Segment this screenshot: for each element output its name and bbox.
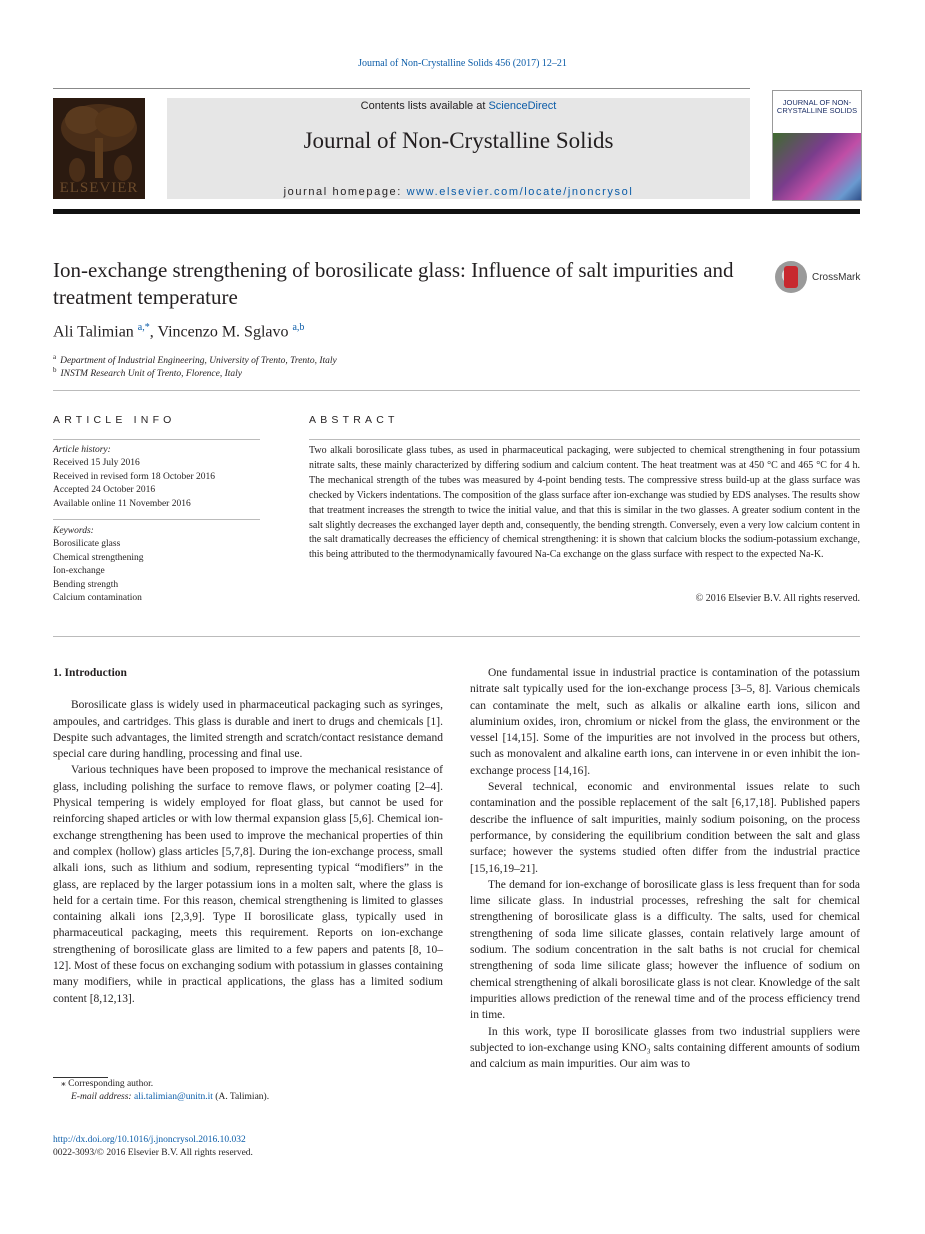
keywords <box>53 525 260 605</box>
keyword: Chemical strengthening <box>53 552 144 563</box>
abstract-heading: ABSTRACT <box>309 414 399 426</box>
history-item: Received 15 July 2016 <box>53 458 140 469</box>
history-label: Article history: <box>53 445 111 455</box>
body-left-column <box>53 665 443 1007</box>
sciencedirect-link[interactable]: ScienceDirect <box>488 100 557 112</box>
author-affiliation-mark[interactable]: a,* <box>137 322 150 333</box>
doi-block <box>53 1134 443 1160</box>
history-item: Available online 11 November 2016 <box>53 498 191 509</box>
divider <box>53 636 860 637</box>
crossmark-label: CrossMark <box>812 272 861 283</box>
section-heading: 1. Introduction <box>53 667 127 679</box>
header-thick-rule <box>53 209 860 214</box>
paragraph: In this work, type II borosilicate glasses from two industrial suppliers were subjected to ion-exchange using KNO₃ salts containing different amounts of sodium and calcium as main impurities. Our aim was to <box>470 1025 860 1071</box>
elsevier-logo <box>53 98 145 199</box>
crossmark-button[interactable] <box>775 261 875 295</box>
abstract-text: Two alkali borosilicate glass tubes, as used in pharmaceutical packaging, were subjected to chemical strengthening in four potassium nitrate salts, these mainly characterized by differing sodium and calcium content. The heat treatment was at 450 °C and 465 °C for 4 h. The mechanical strength of the tubes was measured by 4-point bending tests. The compressive stress build-up at the glass surface was checked by Vickers indentations. The composition of the glass surface after ion-exchange was studied by EDS analyses. The results show that treatment increases the strength to twice the initial value, and that this is similar in the two glasses. A greater sodium content in the salt slightly decreases the exchanged layer depth and, consequently, the bending strength. Conversely, even a very low calcium content in the salt dramatically decreases the efficiency of chemical strengthening: it is shown that calcium blocks the sodium-potassium exchange, this being attributed to the thermodynamically favoured Na-Ca exchange on the glass surface with respect to the expected Na-K. <box>309 445 860 561</box>
keyword: Borosilicate glass <box>53 539 121 550</box>
divider <box>309 439 860 440</box>
journal-cover-thumbnail[interactable] <box>772 90 862 201</box>
affiliation: $^a$ Department of Industrial Engineering, University of Trento, Trento, Italy <box>53 353 337 367</box>
keyword: Bending strength <box>53 579 119 590</box>
issn-line: 0022-3093/© 2016 Elsevier B.V. All rights reserved. <box>53 1148 253 1159</box>
article-history <box>53 444 260 511</box>
contents-line: Contents lists available at ScienceDirect <box>360 100 557 112</box>
author-name[interactable]: Vincenzo M. Sglavo <box>157 323 289 341</box>
keyword: Calcium contamination <box>53 593 142 604</box>
cover-image <box>773 133 861 200</box>
paragraph: Several technical, economic and environmental issues relate to such contamination and the possible replacement of the salt [6,17,18]. Published papers describe the influence of salt impurities, mainly sodium poisoning, on the process performance, by considering the equilibrium condition between the salt and glass surface; however the systems studied often differ from the industrial practice [15,16,19–21]. <box>470 781 860 875</box>
affiliation: $^b$ INSTM Research Unit of Trento, Florence, Italy <box>53 366 243 380</box>
author-list: Ali Talimian $^{a,*}$, Vincenzo M. Sglavo $^{a,b}$ <box>53 322 305 341</box>
history-item: Received in revised form 18 October 2016 <box>53 471 215 482</box>
article-info-heading: ARTICLE INFO <box>53 414 176 426</box>
divider <box>53 439 260 440</box>
body-right-column <box>470 665 860 1072</box>
crossmark-icon <box>775 261 807 293</box>
journal-title: Journal of Non-Crystalline Solids <box>303 128 614 153</box>
corresponding-author-note: Corresponding author. <box>68 1079 154 1089</box>
article-title: Ion-exchange strengthening of borosilicate glass: Influence of salt impurities and treatment temperature <box>53 258 734 309</box>
footnote: ⁎ Corresponding author. E-mail address: ali.talimian@unitn.it (A. Talimian). <box>61 1079 270 1103</box>
email-link[interactable]: ali.talimian@unitn.it <box>133 1092 213 1103</box>
header-divider <box>53 88 750 89</box>
paragraph: Borosilicate glass is widely used in pharmaceutical packaging such as syringes, ampoules, and cartridges. This glass is durable and inert to drugs and chemicals [1]. Despite such advantages, the limited strength and scratch/contact resistance demand special care during handling, processing and final use. <box>53 699 443 761</box>
cover-title: JOURNAL OF NON-CRYSTALLINE SOLIDS <box>776 98 858 115</box>
abstract-copyright: © 2016 Elsevier B.V. All rights reserved. <box>695 593 860 604</box>
keywords-label: Keywords: <box>53 526 94 536</box>
author-affiliation-mark[interactable]: a,b <box>292 322 305 333</box>
elsevier-wordmark: ELSEVIER <box>59 180 139 196</box>
journal-reference-link[interactable]: Journal of Non-Crystalline Solids 456 (2017) 12–21 <box>358 58 567 69</box>
doi-link[interactable]: http://dx.doi.org/10.1016/j.jnoncrysol.2016.10.032 <box>53 1135 246 1145</box>
keyword: Ion-exchange <box>53 566 105 577</box>
paragraph: The demand for ion-exchange of borosilicate glass is less frequent than for soda lime silicate glass. In industrial processes, refreshing the salt for chemical strengthening of borosilicate glass is a difficulty. The salts, used for chemical strengthening of soda lime silicate glasses, contain relatively large amount of sodium. The sodium concentration in the salt baths is not crucial for chemical strengthening of soda lime silicate glass; however the influence of sodium on chemical strengthening of alkali borosilicate glass is not clear. Knowledge of the salt impurities allows prediction of the renewal time and of the process efficiency trend in time. <box>470 878 860 1022</box>
homepage-link[interactable]: www.elsevier.com/locate/jnoncrysol <box>406 186 634 198</box>
divider <box>53 519 260 520</box>
paragraph: Various techniques have been proposed to improve the mechanical resistance of glass, including polishing the surface to remove flaws, or polymer coating [2–4]. Physical tempering is widely employed for float glass, but cannot be used for reinforcing shaped articles or with low thermal expansion glass [5,6]. Chemical ion-exchange strengthening has been used to improve the mechanical properties of thin and complex (hollow) glass articles [5,7,8]. During the ion-exchange process, small alkali ions, such as lithium and sodium, representing typical “modifiers” in the glass, are replaced by the larger potassium ions in a molten salt, where the glass is held for a certain time. For this reason, chemical strengthening is limited to glasses containing alkali ions [2,3,9]. Type II borosilicate glass, typically used in pharmaceutical packaging, meets this requirement. Reports on ion-exchange strengthening of borosilicate glass are limited to a few papers and patents [8, 10–12]. Most of these focus on exchanging sodium with potassium in glasses containing many modifiers, while in practical applications, the glass has a limited sodium content [8,12,13]. <box>53 764 443 1005</box>
divider <box>53 390 860 391</box>
history-item: Accepted 24 October 2016 <box>53 485 156 496</box>
author-name[interactable]: Ali Talimian <box>53 323 134 341</box>
homepage-line: journal homepage: www.elsevier.com/locate/jnoncrysol <box>283 186 634 198</box>
paragraph: One fundamental issue in industrial practice is contamination of the potassium nitrate salt typically used for the ion-exchange process [3–5, 8]. Various chemicals can contaminate the melt, such as alkalis or alkaline earth ions, silicon and aluminium oxides, iron, chromium or nickel from the glass, the environment or the vessel [14,15]. Some of the impurities are not involved in the process but others, such as monovalent and alkaline earth ions, can intervene in or even inhibit the ion-exchange process [14,16]. <box>470 667 860 777</box>
